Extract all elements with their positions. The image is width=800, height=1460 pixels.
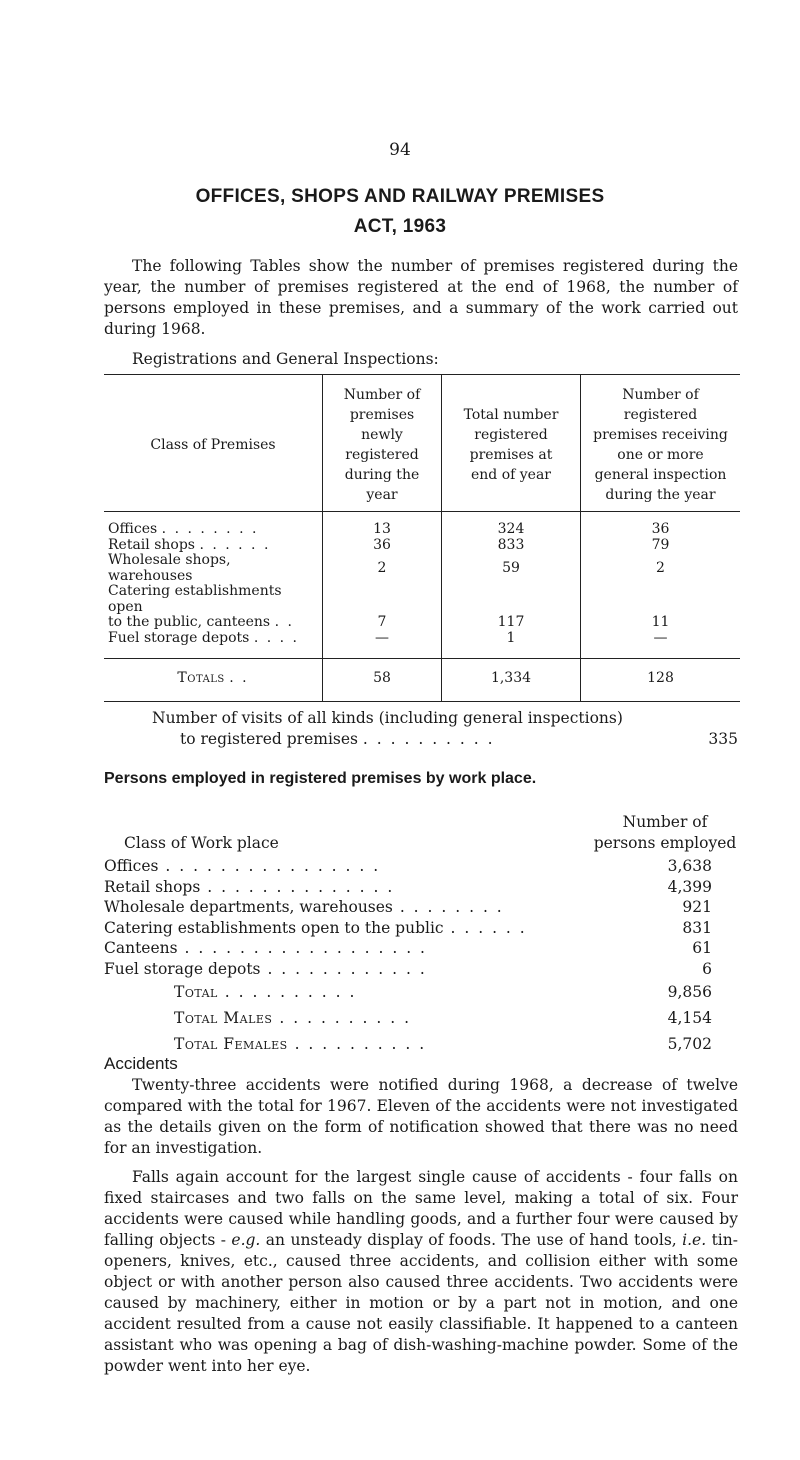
accidents-heading: Accidents bbox=[104, 1054, 178, 1073]
table-row: Retail shops . . . . . . 36 833 79 bbox=[104, 538, 740, 554]
col-header-class: Class of Premises bbox=[104, 375, 323, 512]
page-number: 94 bbox=[389, 140, 411, 160]
row-label: Retail shops bbox=[108, 536, 195, 553]
cell-total: 117 bbox=[442, 615, 581, 631]
cell-inspected: 79 bbox=[651, 536, 670, 553]
cell-inspected bbox=[581, 584, 741, 615]
cell-inspected: 11 bbox=[651, 614, 670, 630]
visits-line-1: Number of visits of all kinds (including general inspections) bbox=[152, 709, 623, 727]
col-header-inspected: Number of registered premises receiving one or more general inspection during the year bbox=[581, 375, 741, 512]
list-item: Catering establishments open to the public . . . . . . 831 bbox=[104, 918, 712, 937]
registrations-table bbox=[104, 374, 740, 702]
persons-employed-heading: Persons employed in registered premises by work place. bbox=[104, 770, 537, 787]
table-header-row bbox=[104, 375, 740, 512]
cell-inspected: — bbox=[653, 629, 668, 646]
cell-inspected: 36 bbox=[651, 521, 670, 537]
accidents-paragraph-2: Falls again account for the largest single cause of accidents - four falls on fixed staircases and two falls on the same level, making a total of six. Four accidents were caused while handling goods, and a further four were caused by falling objects - e.g. an unsteady display of foods. The use of hand tools, i.e. tin-openers, knives, etc., caused three accidents, and collision either with some object or with another person also caused three accidents. Two accidents were caused by machinery, either in motion or by a part not in motion, and one accident resulted from a cause not easily classifiable. It happened to a canteen assistant who was opening a bag of dish-washing-machine powder. Some of the powder went into her eye. bbox=[104, 1168, 738, 1375]
intro-paragraph: The following Tables show the number of premises registered during the year, the number of premises registered at the end of 1968, the number of persons employed in these premises, and a summary of the work carried out during 1968. bbox=[104, 257, 738, 338]
list-item: Canteens . . . . . . . . . . . . . . . . . . 61 bbox=[104, 939, 712, 957]
col-header-work-place: Class of Work place bbox=[124, 834, 279, 852]
cell-newly bbox=[323, 584, 442, 615]
list-item: Offices . . . . . . . . . . . . . . . . 3,638 bbox=[104, 857, 712, 875]
cell-total bbox=[442, 584, 581, 615]
total-registered: 1,334 bbox=[442, 659, 581, 702]
totals-label: Totals bbox=[177, 670, 225, 686]
totals-row: Totals . . 58 1,334 128 bbox=[104, 659, 740, 702]
row-label: Catering establishments open bbox=[108, 583, 282, 615]
cell-newly: 2 bbox=[323, 553, 442, 584]
cell-total: 833 bbox=[442, 538, 581, 554]
visits-line-2: to registered premises bbox=[180, 730, 358, 748]
visits-value: 335 bbox=[708, 730, 738, 748]
list-item: Wholesale departments, warehouses . . . . . . . . 921 bbox=[104, 898, 712, 916]
persons-employed-list bbox=[104, 856, 740, 1057]
table-row: to the public, canteens . . 7 117 11 bbox=[104, 615, 740, 631]
title-line-1: OFFICES, SHOPS AND RAILWAY PREMISES bbox=[195, 186, 605, 207]
cell-newly: 36 bbox=[323, 538, 442, 554]
total-newly: 58 bbox=[323, 659, 442, 702]
registrations-heading: Registrations and General Inspections: bbox=[132, 350, 439, 368]
table-row: Fuel storage depots . . . . — 1 — bbox=[104, 631, 740, 659]
cell-total: 324 bbox=[442, 512, 581, 538]
cell-newly: 13 bbox=[323, 512, 442, 538]
accidents-paragraph-1: Twenty-three accidents were notified during 1968, a decrease of twelve compared with the total for 1967. Eleven of the accidents were not investigated as the details given on the form of notification showed that there was no need for an investigation. bbox=[104, 1076, 738, 1157]
page-title bbox=[0, 182, 800, 242]
total-males-row: Total Males . . . . . . . . . . 4,154 bbox=[174, 1009, 712, 1027]
row-label: to the public, canteens bbox=[108, 614, 271, 630]
cell-newly: — bbox=[323, 631, 442, 659]
table-row bbox=[104, 584, 740, 615]
total-females-row: Total Females . . . . . . . . . . 5,702 bbox=[174, 1035, 712, 1053]
list-item: Fuel storage depots . . . . . . . . . . . . 6 bbox=[104, 959, 712, 978]
col-header-newly: Number of premises newly registered during the year bbox=[323, 375, 442, 512]
table-row bbox=[104, 553, 740, 584]
row-label: Wholesale shops, warehouses bbox=[108, 552, 231, 584]
title-line-2: ACT, 1963 bbox=[353, 216, 447, 237]
total-row: Total . . . . . . . . . . 9,856 bbox=[174, 983, 712, 1001]
cell-total: 59 bbox=[442, 553, 581, 584]
list-item: Retail shops . . . . . . . . . . . . . . 4,399 bbox=[104, 877, 712, 896]
table-row: Offices . . . . . . . . 13 324 36 bbox=[104, 512, 740, 538]
row-label: Offices bbox=[108, 521, 158, 537]
visits-summary: Number of visits of all kinds (including general inspections) to registered premises . . . . . . . . . . 335 bbox=[152, 709, 738, 748]
row-label: Fuel storage depots bbox=[108, 629, 250, 646]
cell-inspected: 2 bbox=[656, 559, 665, 576]
total-inspected: 128 bbox=[581, 659, 741, 702]
col-header-total: Total number registered premises at end of year bbox=[442, 375, 581, 512]
cell-newly: 7 bbox=[323, 615, 442, 631]
cell-total: 1 bbox=[442, 631, 581, 659]
col-header-persons: Number of persons employed bbox=[593, 813, 737, 852]
